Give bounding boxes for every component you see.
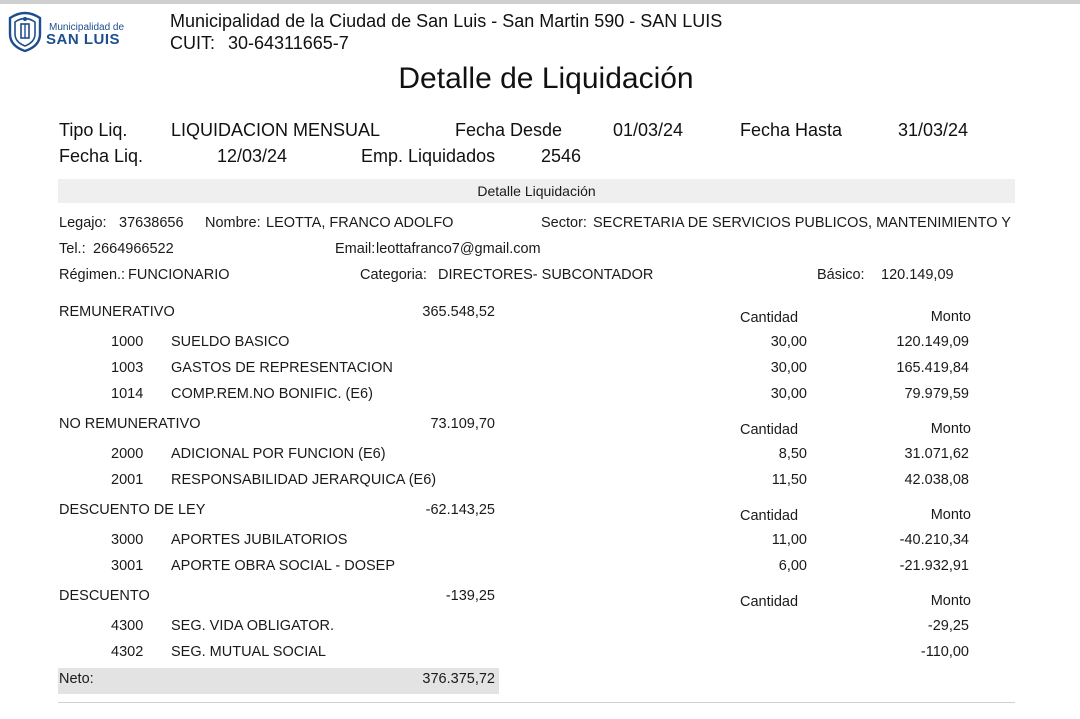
neto-value: 376.375,72 <box>422 671 495 687</box>
emp-liquidados-value: 2546 <box>541 146 582 166</box>
item-monto: -29,25 <box>927 618 969 634</box>
item-desc: APORTES JUBILATORIOS <box>171 532 348 548</box>
item-code: 4302 <box>111 644 144 660</box>
cantidad-header: Cantidad <box>740 594 799 610</box>
top-border <box>0 0 1080 4</box>
item-monto: -21.932,91 <box>899 558 969 574</box>
group-total: 73.109,70 <box>430 416 495 432</box>
item-code: 1014 <box>111 386 144 402</box>
page-title: Detalle de Liquidación <box>398 62 694 95</box>
group-total: -139,25 <box>445 588 495 604</box>
san-luis-coat-of-arms-icon <box>6 10 44 52</box>
item-monto: 42.038,08 <box>904 472 969 488</box>
item-desc: RESPONSABILIDAD JERARQUICA (E6) <box>171 472 437 488</box>
section-band <box>58 179 1015 203</box>
fecha-hasta-value: 31/03/24 <box>898 120 969 140</box>
item-desc: SEG. MUTUAL SOCIAL <box>171 644 326 660</box>
neto-label: Neto: <box>59 671 94 687</box>
item-desc: ADICIONAL POR FUNCION (E6) <box>171 446 386 462</box>
section-band-title: Detalle Liquidación <box>477 183 596 199</box>
regimen-label: Régimen.: <box>59 267 126 283</box>
group-total: 365.548,52 <box>422 304 495 320</box>
categoria-value: DIRECTORES- SUBCONTADOR <box>438 267 654 283</box>
municipality-logo <box>6 10 128 54</box>
item-desc: SUELDO BASICO <box>171 334 290 350</box>
logo-line2: SAN LUIS <box>46 31 121 48</box>
item-cantidad: 30,00 <box>770 360 807 376</box>
item-cantidad: 30,00 <box>770 386 807 402</box>
bottom-divider <box>58 702 1015 703</box>
item-monto: 165.419,84 <box>896 360 969 376</box>
basico-label: Básico: <box>817 267 865 283</box>
fecha-desde-label: Fecha Desde <box>455 120 563 140</box>
item-monto: -40.210,34 <box>899 532 969 548</box>
monto-header: Monto <box>930 507 971 523</box>
item-cantidad: 6,00 <box>778 558 807 574</box>
tipo-liq-value: LIQUIDACION MENSUAL <box>171 120 381 140</box>
email-value: leottafranco7@gmail.com <box>376 241 541 257</box>
basico-value: 120.149,09 <box>881 267 954 283</box>
tel-value: 2664966522 <box>93 241 174 257</box>
item-code: 4300 <box>111 618 144 634</box>
cuit-value: 30-64311665-7 <box>228 33 349 53</box>
monto-header: Monto <box>930 421 971 437</box>
group-name: NO REMUNERATIVO <box>59 416 201 432</box>
cantidad-header: Cantidad <box>740 508 799 524</box>
nombre-value: LEOTTA, FRANCO ADOLFO <box>266 215 454 231</box>
email-label: Email: <box>335 241 376 257</box>
logo-line1: Municipalidad de <box>49 22 125 33</box>
item-desc: APORTE OBRA SOCIAL - DOSEP <box>171 558 396 574</box>
fecha-desde-value: 01/03/24 <box>613 120 684 140</box>
fecha-liq-value: 12/03/24 <box>217 146 288 166</box>
item-desc: SEG. VIDA OBLIGATOR. <box>171 618 335 634</box>
item-monto: 79.979,59 <box>904 386 969 402</box>
item-code: 3001 <box>111 558 144 574</box>
monto-header: Monto <box>930 593 971 609</box>
item-monto: -110,00 <box>920 644 969 660</box>
item-desc: GASTOS DE REPRESENTACION <box>171 360 393 376</box>
group-name: DESCUENTO <box>59 588 150 604</box>
emp-liquidados-label: Emp. Liquidados <box>361 146 496 166</box>
sector-label: Sector: <box>541 215 587 231</box>
item-code: 1003 <box>111 360 144 376</box>
group-name: REMUNERATIVO <box>59 304 175 320</box>
item-cantidad: 8,50 <box>778 446 807 462</box>
org-line: Municipalidad de la Ciudad de San Luis - San Martin 590 - SAN LUIS <box>170 11 723 31</box>
group-name: DESCUENTO DE LEY <box>59 502 206 518</box>
cuit-label: CUIT: <box>170 33 215 53</box>
fecha-hasta-label: Fecha Hasta <box>740 120 843 140</box>
group-total: -62.143,25 <box>425 502 495 518</box>
tipo-liq-label: Tipo Liq. <box>59 120 128 140</box>
item-code: 1000 <box>111 334 144 350</box>
fecha-liq-label: Fecha Liq. <box>59 146 144 166</box>
item-code: 3000 <box>111 532 144 548</box>
monto-header: Monto <box>930 309 971 325</box>
regimen-value: FUNCIONARIO <box>128 267 230 283</box>
cantidad-header: Cantidad <box>740 422 799 438</box>
cantidad-header: Cantidad <box>740 310 799 326</box>
item-monto: 31.071,62 <box>904 446 969 462</box>
nombre-label: Nombre: <box>205 215 261 231</box>
legajo-value: 37638656 <box>119 215 184 231</box>
sector-value: SECRETARIA DE SERVICIOS PUBLICOS, MANTENIMIENTO Y <box>593 215 1011 231</box>
tel-label: Tel.: <box>59 241 86 257</box>
item-monto: 120.149,09 <box>896 334 969 350</box>
categoria-label: Categoria: <box>360 267 427 283</box>
item-code: 2001 <box>111 472 144 488</box>
item-cantidad: 30,00 <box>770 334 807 350</box>
item-cantidad: 11,00 <box>771 532 807 548</box>
item-code: 2000 <box>111 446 144 462</box>
legajo-label: Legajo: <box>59 215 107 231</box>
item-cantidad: 11,50 <box>771 472 807 488</box>
item-desc: COMP.REM.NO BONIFIC. (E6) <box>171 386 373 402</box>
